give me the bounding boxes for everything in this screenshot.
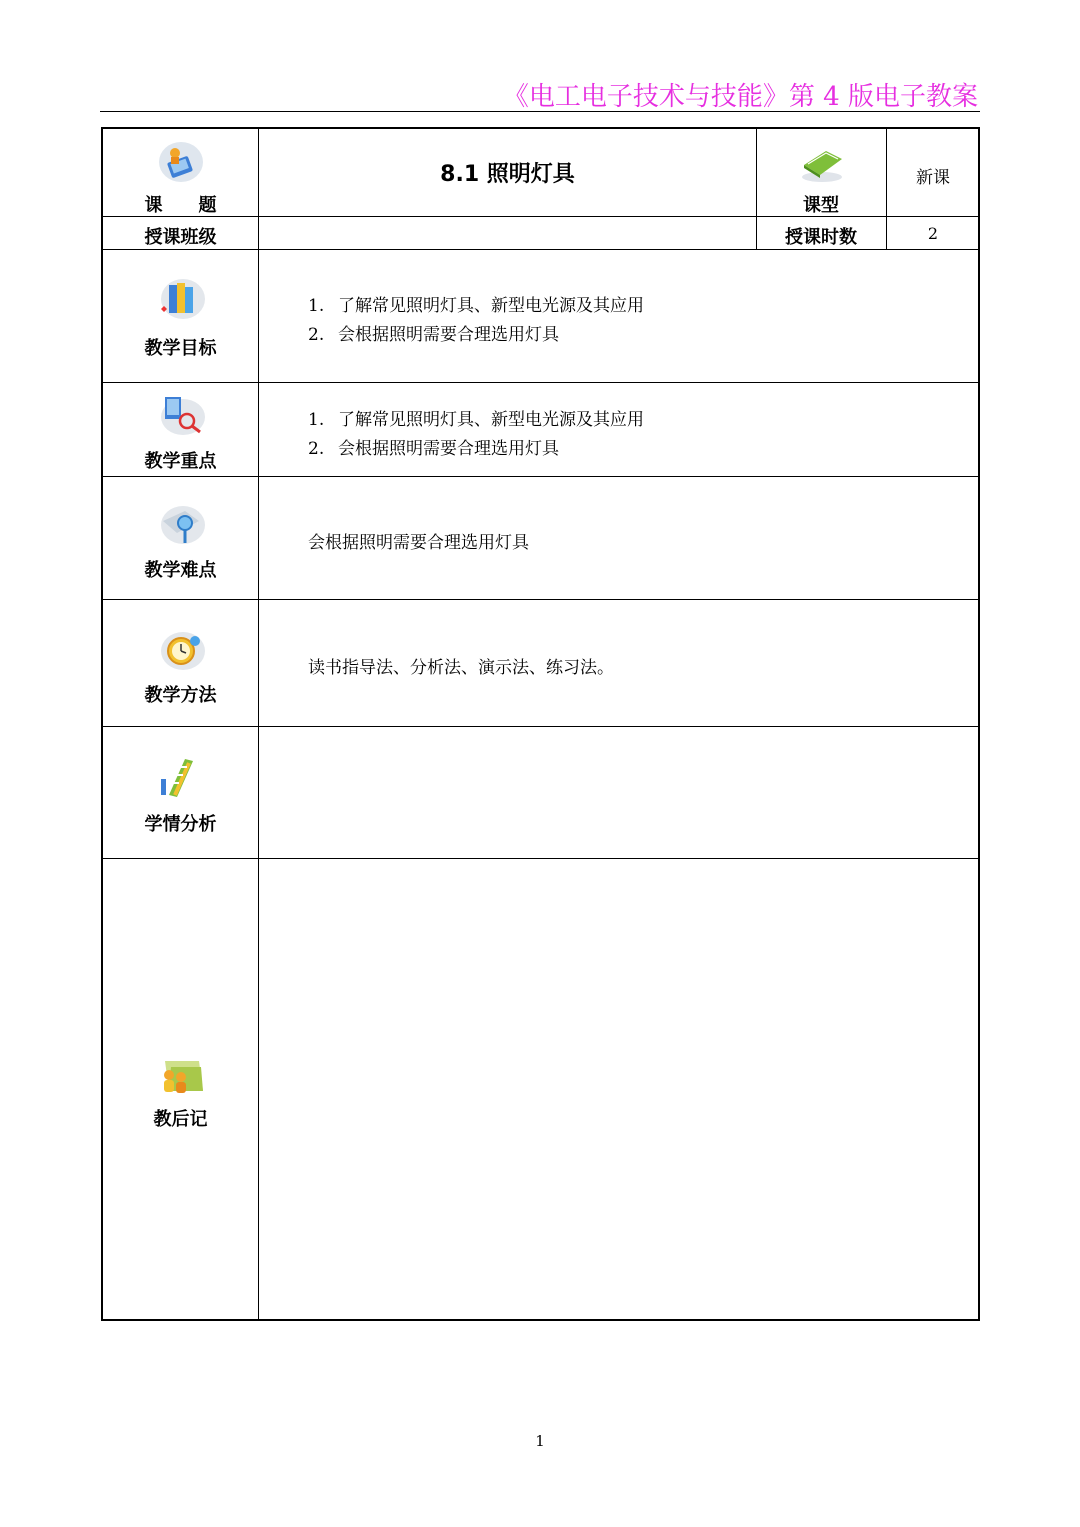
search-document-icon (155, 501, 207, 547)
key-point-item: 1. 了解常见照明灯具、新型电光源及其应用 (308, 410, 644, 430)
row-divider (103, 382, 978, 383)
key-point-item: 2. 会根据照明需要合理选用灯具 (308, 439, 559, 459)
type-value: 新课 (916, 168, 950, 188)
row-divider (103, 599, 978, 600)
table-divider-left (258, 129, 259, 1319)
type-label: 课型 (803, 195, 839, 216)
book-icon (796, 139, 848, 185)
alarm-clock-icon (155, 627, 207, 673)
objectives-label: 教学目标 (144, 338, 217, 359)
escalator-icon (155, 753, 207, 799)
objective-item: 2. 会根据照明需要合理选用灯具 (308, 325, 559, 345)
topic-icon (155, 139, 207, 185)
lesson-title: 8.1 照明灯具 (440, 162, 575, 187)
reflection-label: 教后记 (153, 1109, 208, 1130)
row-divider (103, 476, 978, 477)
difficulties-label: 教学难点 (144, 560, 217, 581)
topic-label: 课 题 (144, 195, 217, 216)
class-label: 授课班级 (144, 227, 217, 248)
hours-value: 2 (927, 224, 939, 243)
difficulties-text: 会根据照明需要合理选用灯具 (308, 533, 529, 553)
header-rule (100, 111, 980, 112)
key-points-label: 教学重点 (144, 451, 217, 472)
document-header-title: 《电工电子技术与技能》第 4 版电子教案 (502, 82, 978, 112)
people-folder-icon (155, 1053, 207, 1099)
methods-label: 教学方法 (144, 685, 217, 706)
books-icon (155, 275, 207, 321)
row-divider (103, 858, 978, 859)
lesson-plan-table (101, 127, 980, 1321)
row-divider (103, 249, 978, 250)
row-divider (103, 726, 978, 727)
page-number: 1 (535, 1432, 545, 1450)
student-analysis-label: 学情分析 (144, 814, 217, 835)
objective-item: 1. 了解常见照明灯具、新型电光源及其应用 (308, 296, 644, 316)
methods-text: 读书指导法、分析法、演示法、练习法。 (308, 658, 614, 678)
hours-label: 授课时数 (785, 227, 857, 248)
magnifier-book-icon (155, 391, 207, 437)
